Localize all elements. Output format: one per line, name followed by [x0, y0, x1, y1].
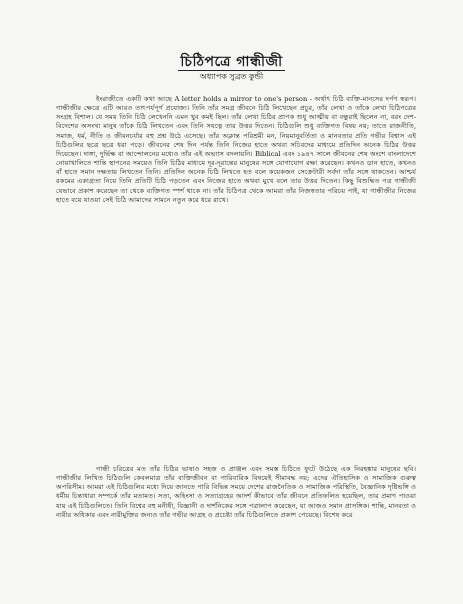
- author-line: অধ্যাপক সুব্রত কুন্ডী: [199, 72, 264, 81]
- paragraph-1: ইংরাজীতে একটি কথা আছে A letter holds a mirror to one's person - অর্থাৎ চিঠি ব্যক্তি-মানসের দর্পণ স্বরূপ। গান্ধীজীর ক্ষেত্রে এটি আরও তাৎপর্যপূর্ণ প্রযোজ্য। তিনি তাঁর সমগ্র জীবনে চিঠি লিখেছেন প্রচুর, তাঁর লেখা ও তাঁকে লেখা চিঠিপত্রের সংগ্রহ বিশাল। যে সময় তিনি চিঠি লেখেননি এমন খুব কমই ছিল। তাঁর লেখা চিঠির প্রাপক শুধু আত্মীয় বা বন্ধুরাই ছিলেন না, বরং দেশ-বিদেশের অসংখ্য মানুষ তাঁকে চিঠি লিখতেন এবং তিনি সযত্নে তার উত্তর দিতেন। চিঠিগুলি শুধু ব্যক্তিগত বিষয় নয়; তাতে রাজনীতি, সমাজ, ধর্ম, নীতি ও জীবনচর্যার বহু প্রশ্ন উঠে এসেছে। তাঁর অক্লান্ত পরিশ্রমী মন, নিয়মানুবর্তিতা ও মানবতার প্রতি গভীর বিশ্বাস এই চিঠিগুলির ছত্রে ছত্রে ধরা পড়ে। জীবনের শেষ দিন পর্যন্ত তিনি নিজের হাতে অথবা সচিবদের মাধ্যমে প্রতিদিন অনেক চিঠির উত্তর দিয়েছেন। দাঙ্গা, দুর্ভিক্ষ বা আন্দোলনের মধ্যেও তাঁর এই অভ্যাস বদলায়নি। Biblical এবং ১৯৪৭ সালে জীবনের শেষ অংশে বাংলাদেশে নোয়াখালিতে শান্তি স্থাপনের সময়েও তিনি চিঠির মাধ্যমে দূর-দূরান্তের মানুষের সঙ্গে যোগাযোগ রক্ষা করেছেন। কখনও ডান হাতে, কখনও বাঁ হাতে সমান দক্ষতায় লিখতেন তিনি। প্রতিদিন অনেক চিঠি লিখতে হত বলে কয়েকজন সেক্রেটারী সর্বদা তাঁর সঙ্গে থাকতেন। আশ্চর্য রকমের একাগ্রতা নিয়ে তিনি প্রতিটি চিঠি পড়তেন এবং নিজের হাতে অথবা মুখে বলে তার উত্তর দিতেন। কিছু বিশুদ্ধিত পত্র গান্ধীজী যেভাবে প্রকাশ করেছেন তা থেকে ব্যক্তিগত স্পর্শ থাকে না। তাঁর চিঠিপত্র থেকে আমরা তাঁর নিজস্বতার পরিচয় পাই, যা গান্ধীজীর নিজের হাতে বয়ে যাওয়া সেই চিঠি আমাদের সামনে নতুন করে ধরে রাখে।: [56, 95, 416, 204]
- paragraph-2: গান্ধী চরিত্রের মত তাঁর চিঠির ভাষাও সহজ ও প্রাঞ্জল এবং সমস্ত চিঠিতে ফুটে উঠেছে এক নিরহঙ্কার মানুষের ছবি। গান্ধীজীর লিখিত চিঠিগুলি কেবলমাত্র তাঁর ব্যক্তিজীবন বা পারিবারিক বিষয়েই সীমাবদ্ধ নয়; এদের ঐতিহাসিক ও সামাজিক গুরুত্ব অপরিসীম। আমরা এই চিঠিগুলির মধ্যে দিয়ে জানতে পারি বিভিন্ন সময়ে দেশের রাজনৈতিক ও সামাজিক পরিস্থিতি, বৈজ্ঞানিক দৃষ্টিভঙ্গি ও ধর্মীয় চিন্তাধারা সম্পর্কে তাঁর মতামত। সত্য, অহিংসা ও সত্যাগ্রহের আদর্শ কীভাবে তাঁর জীবনে প্রতিফলিত হয়েছিল, তার প্রমাণ পাওয়া যায় এই চিঠিগুলিতে। তিনি বিশ্বের বহু মনীষী, বিজ্ঞানী ও দার্শনিকের সঙ্গে পত্রালাপ করেছেন, যা আজও সমান প্রাসঙ্গিক। শান্তি, মানবতা ও নারীর অধিকার এবং নারীমুক্তির জন্যও তাঁর গভীর আগ্রহ ও প্রচেষ্টা তাঁর চিঠিগুলিতে প্রকাশ পেয়েছে। বিশেষ করে: [56, 465, 416, 519]
- document-title: চিঠিপত্রে গান্ধীজী: [180, 54, 283, 70]
